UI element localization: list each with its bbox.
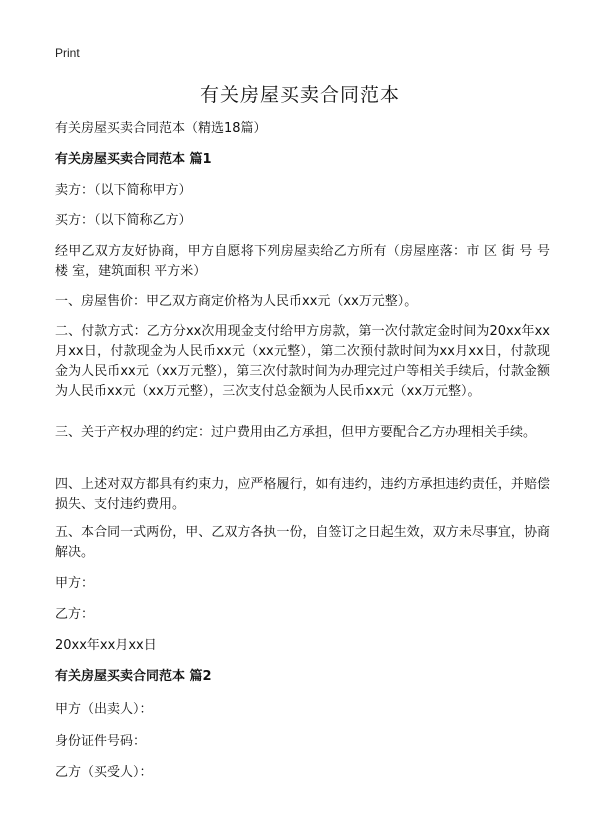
section-heading-1: 有关房屋买卖合同范本 篇1 [55, 152, 212, 167]
seller-party-line: 甲方（出卖人）： [55, 702, 153, 717]
id-number-line: 身份证件号码： [55, 734, 147, 749]
clause-5: 五、本合同一式两份，甲、乙双方各执一份，自签订之日起生效，双方未尽事宜，协商解决。 [55, 525, 550, 560]
print-link[interactable]: Print [55, 46, 80, 60]
party-a-signature: 甲方： [55, 576, 95, 591]
clause-2: 二、付款方式：乙方分xx次用现金支付给甲方房款，第一次付款定金时间为20xx年xx月xx日，付款现金为人民币xx元（xx元整），第二次预付款时间为xx月xx日，付款现金为人民币xx元（xx万元整），第三次付款时间为办理完过户等相关手续后，付款金额为人民币xx元（xx万元整），三次支付总金额为人民币xx元（xx万元整）。 [55, 324, 550, 399]
buyer-line: 买方：（以下简称乙方） [55, 213, 192, 228]
contract-date: 20xx年xx月xx日 [55, 638, 157, 653]
clause-4: 四、上述对双方都具有约束力，应严格履行，如有违约，违约方承担违约责任，并赔偿损失、支付违约费用。 [55, 477, 550, 512]
buyer-party-line: 乙方（买受人）： [55, 765, 153, 780]
document-subtitle: 有关房屋买卖合同范本（精选18篇） [55, 121, 267, 136]
clause-1: 一、房屋售价：甲乙双方商定价格为人民币xx元（xx万元整）。 [55, 294, 418, 309]
seller-line: 卖方：（以下简称甲方） [55, 183, 192, 198]
party-b-signature: 乙方： [55, 607, 95, 622]
document-title: 有关房屋买卖合同范本 [199, 84, 400, 106]
section-heading-2: 有关房屋买卖合同范本 篇2 [55, 669, 212, 684]
clause-3: 三、关于产权办理的约定：过户费用由乙方承担，但甲方要配合乙方办理相关手续。 [55, 425, 537, 440]
intro-paragraph: 经甲乙双方友好协商，甲方自愿将下列房屋卖给乙方所有（房屋座落：市 区 街 号 号楼 室，建筑面积 平方米） [55, 244, 550, 279]
